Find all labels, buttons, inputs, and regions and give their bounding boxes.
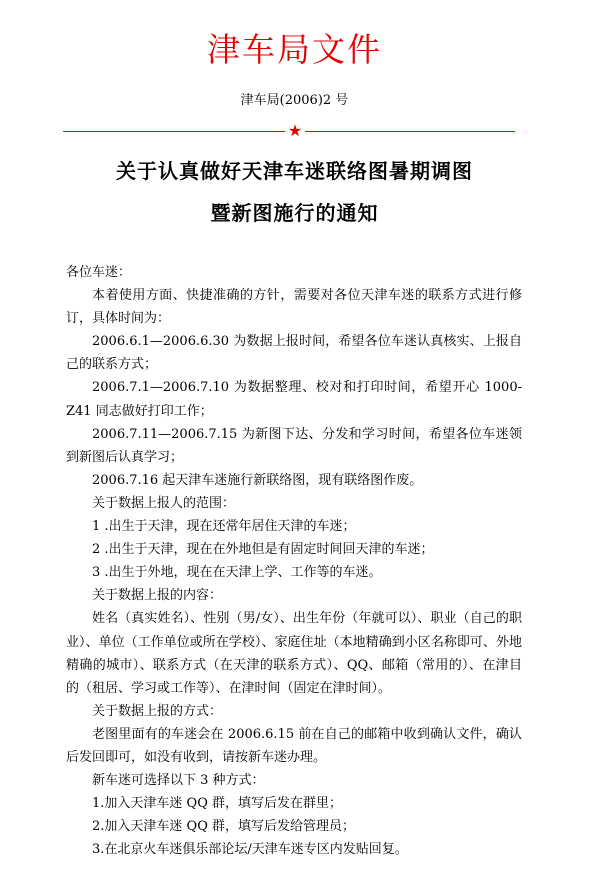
- scope-item: 2 .出生于天津，现在在外地但是有固定时间回天津的车迷；: [92, 542, 434, 558]
- intro-paragraph: 本着使用方面、快捷准确的方针，需要对各位天津车迷的联系方式进行修订，具体时间为：: [66, 288, 522, 327]
- method-paragraph: 老图里面有的车迷会在 2006.6.15 前在自己的邮箱中收到确认文件，确认后发回即可，如没有收到，请按新车迷办理。: [66, 726, 522, 765]
- notice-body: [66, 261, 522, 861]
- method-heading: 关于数据上报的方式：: [92, 703, 223, 719]
- doc-header-title: 津车局文件: [207, 30, 382, 69]
- divider-line-right: [305, 131, 515, 132]
- content-paragraph: 姓名（真实姓名）、性别（男/女）、出生年份（年就可以）、职业（自己的职业）、单位（工作单位或所在学校）、家庭住址（本地精确到小区名称即可、外地精确的城市）、联系方式（在天津的联系方式）、QQ、邮箱（常用的）、在津目的（租居、学习或工作等）、在津时间（固定在津时间）。: [66, 611, 522, 696]
- new-member-item: 1.加入天津车迷 QQ 群，填写后发在群里；: [92, 796, 342, 812]
- scope-item: 1 .出生于天津，现在还常年居住天津的车迷；: [92, 519, 356, 535]
- schedule-item: 2006.7.11—2006.7.15 为新图下达、分发和学习时间，希望各位车迷领到新图后认真学习；: [66, 426, 522, 465]
- notice-title-line-1: 关于认真做好天津车迷联络图暑期调图: [116, 159, 473, 183]
- new-member-item: 3.在北京火车迷俱乐部论坛/天津车迷专区内发贴回复。: [92, 842, 408, 858]
- new-member-heading: 新车迷可选择以下 3 种方式：: [92, 773, 265, 789]
- scope-item: 3 .出生于外地，现在在天津上学、工作等的车迷。: [92, 565, 382, 581]
- star-icon: ★: [287, 121, 303, 140]
- schedule-item: 2006.7.1—2006.7.10 为数据整理、校对和打印时间，希望开心 1000-Z41 同志做好打印工作；: [66, 380, 522, 419]
- schedule-item: 2006.6.1—2006.6.30 为数据上报时间，希望各位车迷认真核实、上报自己的联系方式；: [66, 334, 522, 373]
- schedule-item: 2006.7.16 起天津车迷施行新联络图，现有联络图作废。: [92, 472, 423, 488]
- new-member-item: 2.加入天津车迷 QQ 群，填写后发给管理员；: [92, 819, 355, 835]
- notice-title-line-2: 暨新图施行的通知: [210, 201, 379, 225]
- content-heading: 关于数据上报的内容：: [92, 588, 223, 604]
- divider-line-left: [63, 131, 285, 132]
- doc-number: 津车局(2006)2 号: [240, 93, 349, 108]
- scope-heading: 关于数据上报人的范围：: [92, 495, 236, 511]
- salutation: 各位车迷：: [66, 265, 132, 280]
